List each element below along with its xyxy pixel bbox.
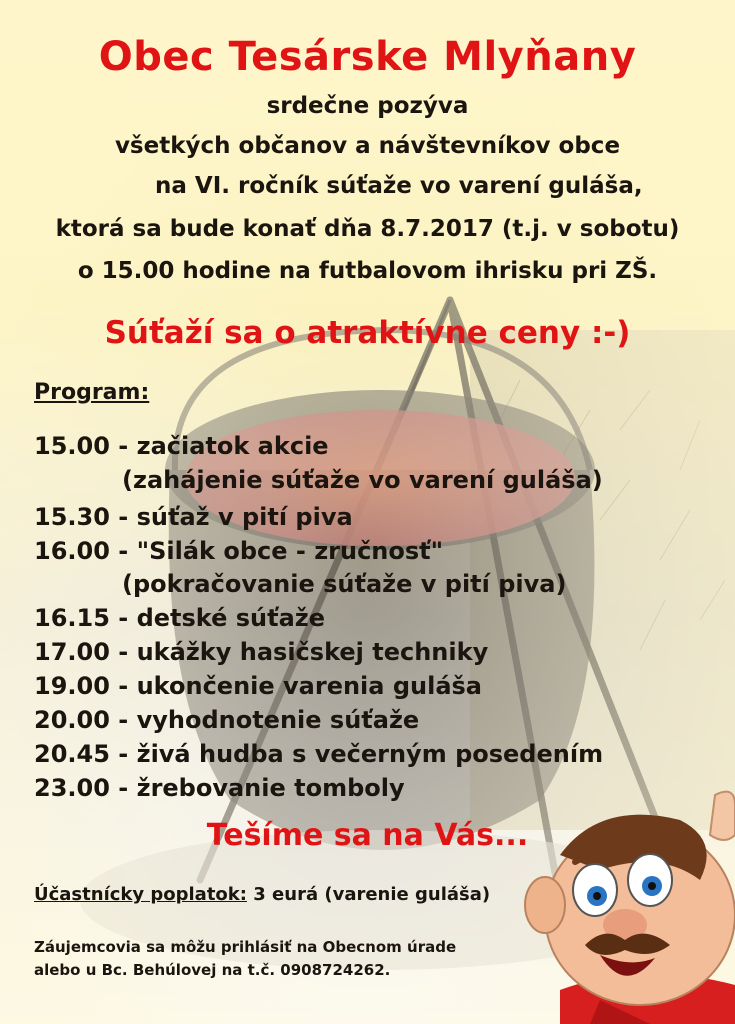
program-text: "Silák obce - zručnosť" <box>136 537 444 565</box>
program-item-note <box>34 570 566 598</box>
program-time: 17.00 <box>34 638 110 666</box>
intro-line: o 15.00 hodine na futbalovom ihrisku pri ZŠ. <box>77 258 658 284</box>
program-item: 19.00 - ukončenie varenia guláša <box>34 672 483 700</box>
program-time: 16.15 <box>34 604 110 632</box>
program-text: ukážky hasičskej techniky <box>136 638 489 666</box>
closing-message: Tešíme sa na Vás... <box>206 818 529 853</box>
contact-line: alebo u Bc. Behúlovej na t.č. 0908724262. <box>34 961 391 979</box>
fee-value: 3 eurá (varenie guláša) <box>253 884 491 905</box>
program-time: 19.00 <box>34 672 110 700</box>
program-text: súťaž v pití piva <box>136 503 353 531</box>
program-time: 20.00 <box>34 706 110 734</box>
program-text: žrebovanie tomboly <box>136 774 405 802</box>
program-text: živá hudba s večerným posedením <box>136 740 604 768</box>
intro-line: všetkých občanov a návštevníkov obce <box>114 133 621 159</box>
program-item: 15.00 - začiatok akcie <box>34 432 329 460</box>
program-time: 20.45 <box>34 740 110 768</box>
program-note: (zahájenie súťaže vo varení guláša) <box>122 466 603 494</box>
program-item: 16.00 - "Silák obce - zručnosť" <box>34 537 444 565</box>
program-item: 20.00 - vyhodnotenie súťaže <box>34 706 420 734</box>
program-item: 15.30 - súťaž v pití piva <box>34 503 353 531</box>
program-time: 15.30 <box>34 503 110 531</box>
program-text: ukončenie varenia guláša <box>136 672 483 700</box>
program-time: 16.00 <box>34 537 110 565</box>
fee-label: Účastnícky poplatok: <box>34 884 247 905</box>
program-text: vyhodnotenie súťaže <box>136 706 420 734</box>
program-heading: Program: <box>34 380 150 405</box>
poster-title: Obec Tesárske Mlyňany <box>98 34 637 80</box>
program-item: 17.00 - ukážky hasičskej techniky <box>34 638 489 666</box>
intro-line: srdečne pozýva <box>266 93 469 119</box>
intro-line: na VI. ročník súťaže vo varení guláša, <box>155 173 643 199</box>
contact-line: Záujemcovia sa môžu prihlásiť na Obecnom úrade <box>34 938 457 956</box>
program-time: 23.00 <box>34 774 110 802</box>
program-time: 15.00 <box>34 432 110 460</box>
program-note: (pokračovanie súťaže v pití piva) <box>122 570 567 598</box>
participation-fee <box>34 884 490 905</box>
prizes-headline: Súťaží sa o atraktívne ceny :-) <box>104 315 631 351</box>
program-item: 16.15 - detské súťaže <box>34 604 326 632</box>
program-item-note <box>34 466 603 494</box>
program-item: 20.45 - živá hudba s večerným posedením <box>34 740 604 768</box>
intro-line: ktorá sa bude konať dňa 8.7.2017 (t.j. v sobotu) <box>55 216 680 242</box>
program-text: detské súťaže <box>136 604 326 632</box>
program-item: 23.00 - žrebovanie tomboly <box>34 774 405 802</box>
program-text: začiatok akcie <box>136 432 329 460</box>
